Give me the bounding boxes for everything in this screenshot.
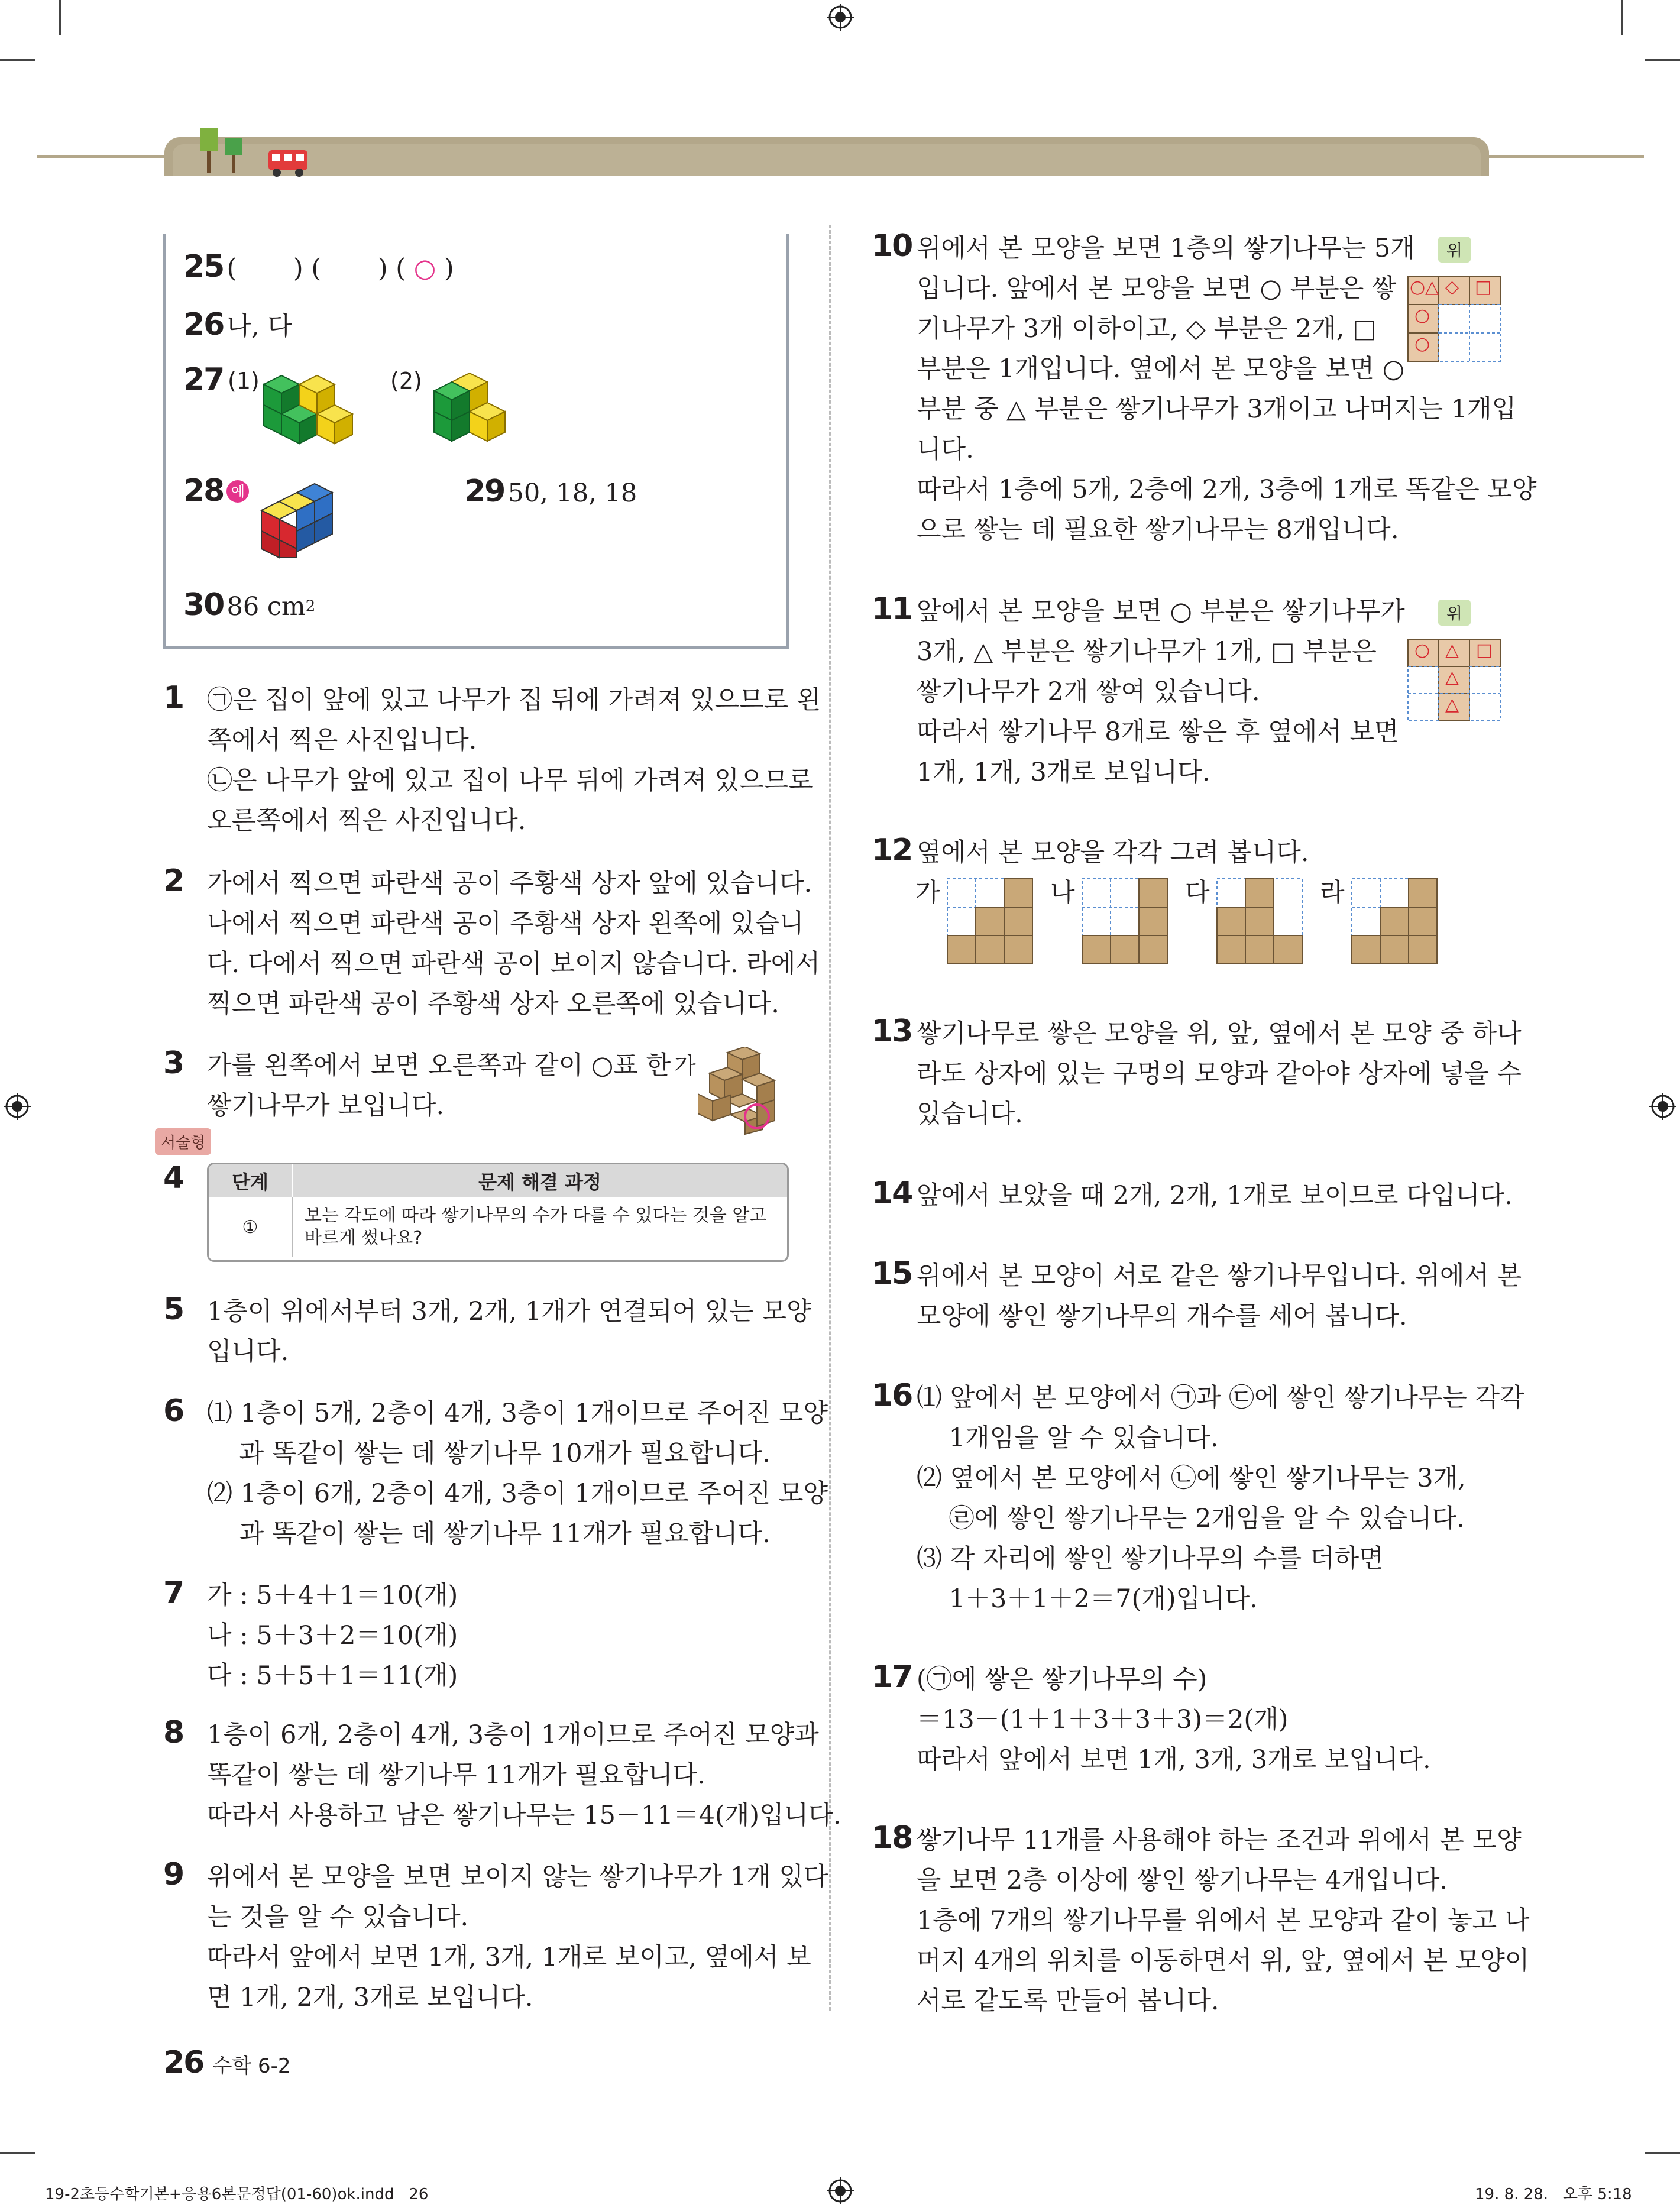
text-line: 따라서 사용하고 남은 쌓기나무는 15－11＝4(개)입니다. <box>207 1801 841 1830</box>
text-line: 찍으면 파란색 공이 주황색 상자 오른쪽에 있습니다. <box>207 989 779 1019</box>
answer-number: 30 <box>183 587 224 623</box>
text-line: 과 똑같이 쌓는 데 쌓기나무 10개가 필요합니다. <box>207 1439 771 1468</box>
text-line: 쪽에서 찍은 사진입니다. <box>207 726 477 755</box>
text-line: 라도 상자에 있는 구멍의 모양과 같아야 상자에 넣을 수 <box>917 1059 1522 1089</box>
text-line: 나 : 5＋3＋2＝10(개) <box>207 1621 458 1650</box>
answer-text-close: ) <box>436 254 454 283</box>
text-line: 따라서 앞에서 보면 1개, 3개, 1개로 보이고, 옆에서 보 <box>207 1943 811 1972</box>
answer-number: 29 <box>464 474 505 509</box>
question-number: 14 <box>872 1176 912 1211</box>
grid-mark: ○ <box>1414 640 1430 661</box>
text-line: 따라서 쌓기나무 8개로 쌓은 후 옆에서 보면 <box>917 717 1399 747</box>
registration-mark-bottom <box>827 2177 854 2207</box>
grid-mark: ○△ <box>1410 277 1439 297</box>
text-line: 앞에서 본 모양을 보면 ○ 부분은 쌓기나무가 <box>917 597 1405 626</box>
grid-mark: ○ <box>1414 305 1430 326</box>
table-row <box>209 1197 787 1257</box>
registration-mark-top <box>827 4 854 33</box>
question-number: 3 <box>163 1045 184 1081</box>
text-line: 머지 4개의 위치를 이동하면서 위, 앞, 옆에서 본 모양이 <box>917 1946 1530 1976</box>
text-line: 는 것을 알 수 있습니다. <box>207 1902 469 1932</box>
question-number: 15 <box>872 1256 912 1291</box>
text-line: 나에서 찍으면 파란색 공이 주황색 상자 왼쪽에 있습니 <box>207 909 804 938</box>
text-line: 1＋3＋1＋2＝7(개)입니다. <box>917 1584 1258 1614</box>
text-line: 1층에 7개의 쌓기나무를 위에서 본 모양과 같이 놓고 나 <box>917 1906 1530 1935</box>
crop-mark-top-left-h <box>0 59 35 61</box>
answer-27 <box>183 362 422 397</box>
text-line: ＝13－(1＋1＋3＋3＋3)＝2(개) <box>917 1705 1289 1734</box>
text-line: 가를 왼쪽에서 보면 오른쪽과 같이 ○표 한 <box>207 1051 671 1080</box>
answer-28 <box>183 473 249 509</box>
answer-25 <box>183 248 454 289</box>
side-view-figures <box>915 878 1448 972</box>
text-line: 입니다. <box>207 1337 289 1367</box>
text-line: ⑴ 1층이 5개, 2층이 4개, 3층이 1개이므로 주어진 모양 <box>207 1399 828 1428</box>
question-number: 9 <box>163 1857 184 1892</box>
step-cell: ① <box>209 1197 293 1257</box>
answer-number: 28 <box>183 473 224 509</box>
text-line: 가에서 찍으면 파란색 공이 주황색 상자 앞에 있습니다. <box>207 869 813 898</box>
text-line: 쌓기나무로 쌓은 모양을 위, 앞, 옆에서 본 모양 중 하나 <box>917 1019 1522 1048</box>
crop-mark-bottom-right-h <box>1645 2152 1680 2154</box>
text-line: 모양에 쌓인 쌓기나무의 개수를 세어 봅니다. <box>917 1302 1407 1331</box>
top-view-label: 위 <box>1438 600 1471 626</box>
text-line: 쌓기나무가 보입니다. <box>207 1091 445 1121</box>
figure-label: 가 <box>915 878 940 908</box>
figure-label: 나 <box>1050 878 1075 908</box>
grid-mark: □ <box>1475 277 1492 297</box>
side-view-ra <box>1351 878 1439 966</box>
answer-30 <box>183 587 315 627</box>
text-line: ㉣에 쌓인 쌓기나무는 2개임을 알 수 있습니다. <box>917 1504 1465 1533</box>
grid-mark: □ <box>1476 640 1493 661</box>
registration-mark-right <box>1649 1093 1676 1122</box>
text-line: 오른쪽에서 찍은 사진입니다. <box>207 806 526 836</box>
part-2-label: (2) <box>390 368 422 394</box>
grid-mark: ◇ <box>1445 277 1459 297</box>
question-number: 6 <box>163 1393 184 1429</box>
text-line: 쌓기나무 11개를 사용해야 하는 조건과 위에서 본 모양 <box>917 1825 1522 1855</box>
scoring-table <box>207 1163 789 1262</box>
text-line: 1층이 6개, 2층이 4개, 3층이 1개이므로 주어진 모양과 <box>207 1720 819 1750</box>
crop-mark-top-left <box>59 0 61 35</box>
grid-mark: △ <box>1445 667 1459 688</box>
top-view-grid-11 <box>1407 639 1502 730</box>
table-header <box>209 1164 787 1197</box>
top-view-grid-10 <box>1407 276 1502 367</box>
question-number: 17 <box>872 1659 912 1695</box>
process-line: 바르게 썼나요? <box>305 1228 423 1248</box>
question-number: 18 <box>872 1820 912 1856</box>
text-line: 위에서 본 모양이 서로 같은 쌓기나무입니다. 위에서 본 <box>917 1261 1522 1291</box>
answer-text: 나, 다 <box>226 312 292 341</box>
process-line: 보는 각도에 따라 쌓기나무의 수가 다를 수 있다는 것을 알고 <box>305 1205 767 1226</box>
answer-text: 50, 18, 18 <box>507 478 637 508</box>
figure-label: 라 <box>1320 878 1345 908</box>
text-line: ⑶ 각 자리에 쌓인 쌓기나무의 수를 더하면 <box>917 1544 1384 1574</box>
text-line: 가 : 5＋4＋1＝10(개) <box>207 1581 458 1610</box>
text-line: 위에서 본 모양을 보면 보이지 않는 쌓기나무가 1개 있다 <box>207 1862 828 1892</box>
text-line: ㉡은 나무가 앞에 있고 집이 나무 뒤에 가려져 있으므로 <box>207 766 813 795</box>
text-line: ⑵ 옆에서 본 모양에서 ㉡에 쌓인 쌓기나무는 3개, <box>917 1464 1466 1493</box>
figure-label: 다 <box>1185 878 1210 908</box>
figure-label: 가 <box>674 1053 696 1079</box>
text-line: (㉠에 쌓은 쌓기나무의 수) <box>917 1665 1208 1694</box>
side-view-na <box>1081 878 1170 966</box>
text-line: ⑴ 앞에서 본 모양에서 ㉠과 ㉢에 쌓인 쌓기나무는 각각 <box>917 1383 1524 1413</box>
essay-tag: 서술형 <box>155 1128 211 1155</box>
text-line: 똑같이 쌓는 데 쌓기나무 11개가 필요합니다. <box>207 1760 705 1790</box>
text-line: 니다. <box>917 435 974 464</box>
text-line: 다 : 5＋5＋1＝11(개) <box>207 1661 458 1691</box>
tree-icon <box>195 128 254 177</box>
file-info: 19-2초등수학기본+응용6본문정답(01-60)ok.indd 26 <box>45 2186 429 2203</box>
side-view-da <box>1216 878 1304 966</box>
text-line: 1층이 위에서부터 3개, 2개, 1개가 연결되어 있는 모양 <box>207 1297 811 1326</box>
cube-figure-27-2 <box>422 370 523 455</box>
text-line: 면 1개, 2개, 3개로 보입니다. <box>207 1983 533 2012</box>
question-number: 2 <box>163 863 184 899</box>
cube-figure-27-1 <box>258 367 376 452</box>
text-line: 쌓기나무가 2개 쌓여 있습니다. <box>917 677 1260 707</box>
question-number: 11 <box>872 591 912 627</box>
grid-mark: △ <box>1445 694 1459 715</box>
text-line: 위에서 본 모양을 보면 1층의 쌓기나무는 5개 <box>917 234 1415 263</box>
text-line: ㉠은 집이 앞에 있고 나무가 집 뒤에 가려져 있으므로 왼 <box>207 685 821 715</box>
text-line: 1개, 1개, 3개로 보입니다. <box>917 757 1210 787</box>
question-number: 4 <box>163 1160 184 1196</box>
page-number: 26 <box>163 2045 204 2080</box>
text-line: 으로 쌓는 데 필요한 쌓기나무는 8개입니다. <box>917 515 1399 545</box>
side-view-ga <box>946 878 1035 966</box>
question-number: 10 <box>872 228 912 264</box>
answer-number: 25 <box>183 249 224 284</box>
cube-figure-28 <box>255 478 350 563</box>
question-number: 16 <box>872 1378 912 1413</box>
text-line: 1개임을 알 수 있습니다. <box>917 1423 1219 1453</box>
text-line: 있습니다. <box>917 1099 1023 1129</box>
answer-text: 86 cm <box>226 592 306 621</box>
page-footer <box>163 2045 291 2080</box>
text-line: 앞에서 보았을 때 2개, 2개, 1개로 보이므로 다입니다. <box>917 1181 1513 1210</box>
grid-mark: △ <box>1445 640 1459 661</box>
question-number: 8 <box>163 1715 184 1750</box>
text-line: 서로 같도록 만들어 봅니다. <box>917 1986 1219 2016</box>
text-line: 3개, △ 부분은 쌓기나무가 1개, □ 부분은 <box>917 637 1377 666</box>
crop-mark-top-right <box>1621 0 1623 35</box>
question-number: 12 <box>872 833 912 868</box>
bus-icon <box>267 149 309 180</box>
print-date: 19. 8. 28. 오후 5:18 <box>1475 2186 1632 2203</box>
text-line: 부분은 1개입니다. 옆에서 본 모양을 보면 ○ <box>917 354 1405 384</box>
text-line: 따라서 앞에서 보면 1개, 3개, 3개로 보입니다. <box>917 1745 1431 1775</box>
book-title: 수학 6-2 <box>212 2054 291 2078</box>
text-line: 과 똑같이 쌓는 데 쌓기나무 11개가 필요합니다. <box>207 1519 771 1549</box>
circle-mark: ○ <box>413 254 436 283</box>
answer-26 <box>183 306 292 347</box>
process-cell <box>293 1197 787 1257</box>
answer-text: ( ) ( ) ( <box>226 254 414 283</box>
text-line: 따라서 1층에 5개, 2층에 2개, 3층에 1개로 똑같은 모양 <box>917 475 1537 504</box>
top-view-label: 위 <box>1438 237 1471 263</box>
answer-number: 26 <box>183 307 224 342</box>
answer-superscript: 2 <box>305 597 316 616</box>
answer-number: 27 <box>183 362 224 397</box>
cube-figure-3 <box>698 1047 792 1138</box>
crop-mark-top-right-h <box>1645 59 1680 61</box>
question-number: 7 <box>163 1575 184 1611</box>
registration-mark-left <box>4 1093 31 1122</box>
part-1-label: (1) <box>228 368 260 394</box>
crop-mark-bottom-left-h <box>0 2152 35 2154</box>
text-line: 옆에서 본 모양을 각각 그려 봅니다. <box>917 838 1309 867</box>
question-number: 13 <box>872 1014 912 1049</box>
question-number: 5 <box>163 1291 184 1327</box>
text-line: 부분 중 △ 부분은 쌓기나무가 3개이고 나머지는 1개입 <box>917 394 1517 424</box>
text-line: 입니다. 앞에서 본 모양을 보면 ○ 부분은 쌓 <box>917 274 1397 303</box>
text-line: 을 보면 2층 이상에 쌓인 쌓기나무는 4개입니다. <box>917 1866 1448 1895</box>
text-line: 기나무가 3개 이하이고, ◇ 부분은 2개, □ <box>917 314 1377 344</box>
text-line: 다. 다에서 찍으면 파란색 공이 보이지 않습니다. 라에서 <box>207 949 820 979</box>
text-line: ⑵ 1층이 6개, 2층이 4개, 3층이 1개이므로 주어진 모양 <box>207 1479 828 1508</box>
column-process: 문제 해결 과정 <box>478 1171 601 1193</box>
question-number: 1 <box>163 680 184 716</box>
answer-29 <box>464 473 637 513</box>
example-badge: 예 <box>226 480 249 503</box>
column-step: 단계 <box>209 1164 293 1197</box>
header-bar-inner <box>173 144 1481 176</box>
grid-mark: ○ <box>1414 334 1430 354</box>
